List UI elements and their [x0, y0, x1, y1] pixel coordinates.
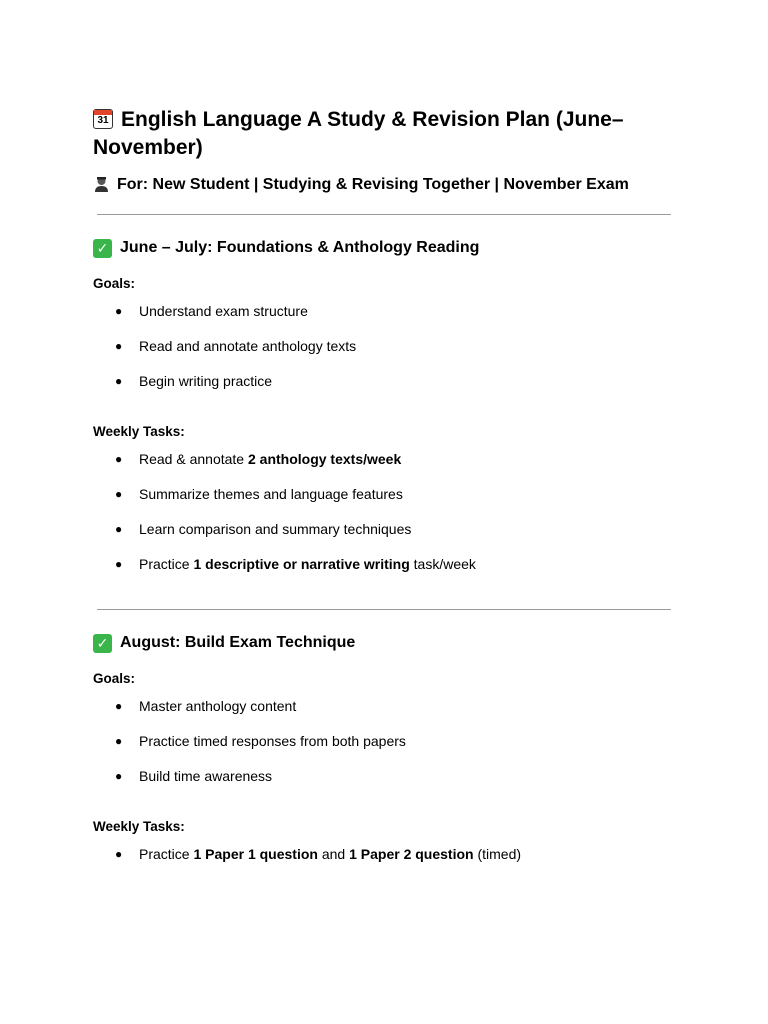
page-title-text: English Language A Study & Revision Plan (June–November) — [93, 108, 624, 159]
list-item: ● Begin writing practice — [115, 373, 273, 389]
section-june-july — [93, 237, 683, 573]
list-item: ● Master anthology content — [115, 698, 297, 714]
list-item: ● Read & annotate 2 anthology texts/week — [115, 451, 402, 467]
goals-list — [93, 697, 683, 785]
list-item: ● Build time awareness — [115, 768, 273, 784]
section-heading — [93, 237, 683, 259]
section-heading-text: August: Build Exam Technique — [120, 634, 356, 651]
page-title — [93, 106, 683, 162]
list-item: ● Practice 1 descriptive or narrative writing task/week — [115, 556, 476, 572]
bullet-icon: ● — [115, 769, 123, 783]
tasks-list — [93, 450, 683, 573]
bullet-icon: ● — [115, 487, 123, 501]
section-august — [93, 632, 683, 863]
goals-list — [93, 302, 683, 390]
check-icon: ✓ — [93, 634, 112, 653]
check-icon: ✓ — [93, 239, 112, 258]
bullet-icon: ● — [115, 339, 123, 353]
list-item: ● Understand exam structure — [115, 303, 308, 319]
bullet-icon: ● — [115, 847, 123, 861]
bullet-icon: ● — [115, 557, 123, 571]
list-item: ● Practice 1 Paper 1 question and 1 Paper 2 question (timed) — [115, 846, 522, 862]
section-heading-text: June – July: Foundations & Anthology Reading — [120, 239, 480, 256]
weekly-tasks-label: Weekly Tasks: — [93, 424, 185, 439]
list-item: ● Learn comparison and summary techniques — [115, 521, 412, 537]
bullet-icon: ● — [115, 699, 123, 713]
bullet-icon: ● — [115, 304, 123, 318]
calendar-icon: 31 — [93, 109, 113, 129]
bullet-icon: ● — [115, 374, 123, 388]
bullet-icon: ● — [115, 734, 123, 748]
subtitle — [93, 174, 683, 196]
goals-label: Goals: — [93, 671, 136, 686]
goals-label: Goals: — [93, 276, 136, 291]
divider — [97, 214, 671, 215]
divider — [97, 609, 671, 610]
list-item: ● Summarize themes and language features — [115, 486, 403, 502]
document-page — [93, 106, 683, 880]
list-item: ● Read and annotate anthology texts — [115, 338, 357, 354]
weekly-tasks-label: Weekly Tasks: — [93, 819, 185, 834]
bullet-icon: ● — [115, 452, 123, 466]
section-heading — [93, 632, 683, 654]
subtitle-text: For: New Student | Studying & Revising Together | November Exam — [117, 176, 629, 193]
tasks-list — [93, 845, 683, 863]
student-icon — [93, 175, 110, 192]
list-item: ● Practice timed responses from both papers — [115, 733, 406, 749]
bullet-icon: ● — [115, 522, 123, 536]
